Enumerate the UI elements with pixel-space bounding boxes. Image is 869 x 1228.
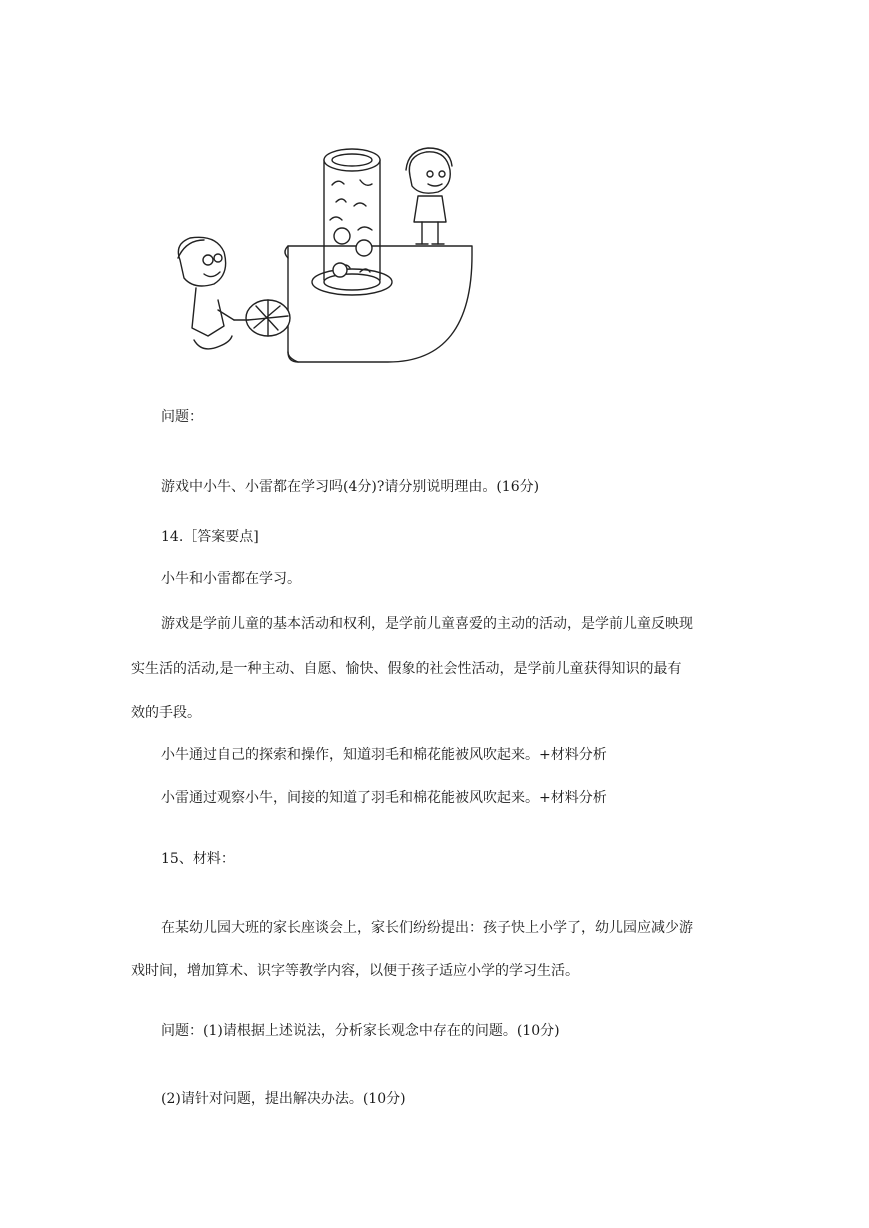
question-15-part-1: 问题：(1)请根据上述说法，分析家长观念中存在的问题。(10分) bbox=[161, 1023, 560, 1039]
answer-conclusion: 小牛和小雷都在学习。 bbox=[161, 571, 301, 587]
answer-point-2: 小雷通过观察小牛，间接的知道了羽毛和棉花能被风吹起来。+材料分析 bbox=[161, 790, 607, 806]
question-15-part-2: (2)请针对问题，提出解决办法。(10分) bbox=[161, 1091, 406, 1107]
question-label: 问题： bbox=[161, 409, 203, 425]
answer-paragraph-line: 游戏是学前儿童的基本活动和权利，是学前儿童喜爱的主动的活动，是学前儿童反映现 bbox=[161, 616, 693, 632]
material-line: 戏时间，增加算术、识字等教学内容，以便于孩子适应小学的学习生活。 bbox=[131, 963, 579, 979]
answer-paragraph-line: 实生活的活动,是一种主动、自愿、愉快、假象的社会性活动，是学前儿童获得知识的最有 bbox=[131, 661, 682, 677]
tube bbox=[312, 149, 392, 295]
child-watching bbox=[406, 148, 452, 244]
children-wind-tube-illustration bbox=[160, 140, 490, 370]
question-15-heading: 15、材料： bbox=[161, 851, 235, 867]
answer-paragraph-line: 效的手段。 bbox=[131, 705, 201, 721]
base-block bbox=[285, 246, 472, 362]
answer-heading: 14.［答案要点] bbox=[161, 529, 259, 545]
material-line: 在某幼儿园大班的家长座谈会上，家长们纷纷提出：孩子快上小学了，幼儿园应减少游 bbox=[161, 920, 693, 936]
question-text: 游戏中小牛、小雷都在学习吗(4分)?请分别说明理由。(16分) bbox=[161, 479, 540, 495]
answer-point-1: 小牛通过自己的探索和操作，知道羽毛和棉花能被风吹起来。+材料分析 bbox=[161, 747, 607, 763]
child-with-fan bbox=[178, 237, 290, 349]
